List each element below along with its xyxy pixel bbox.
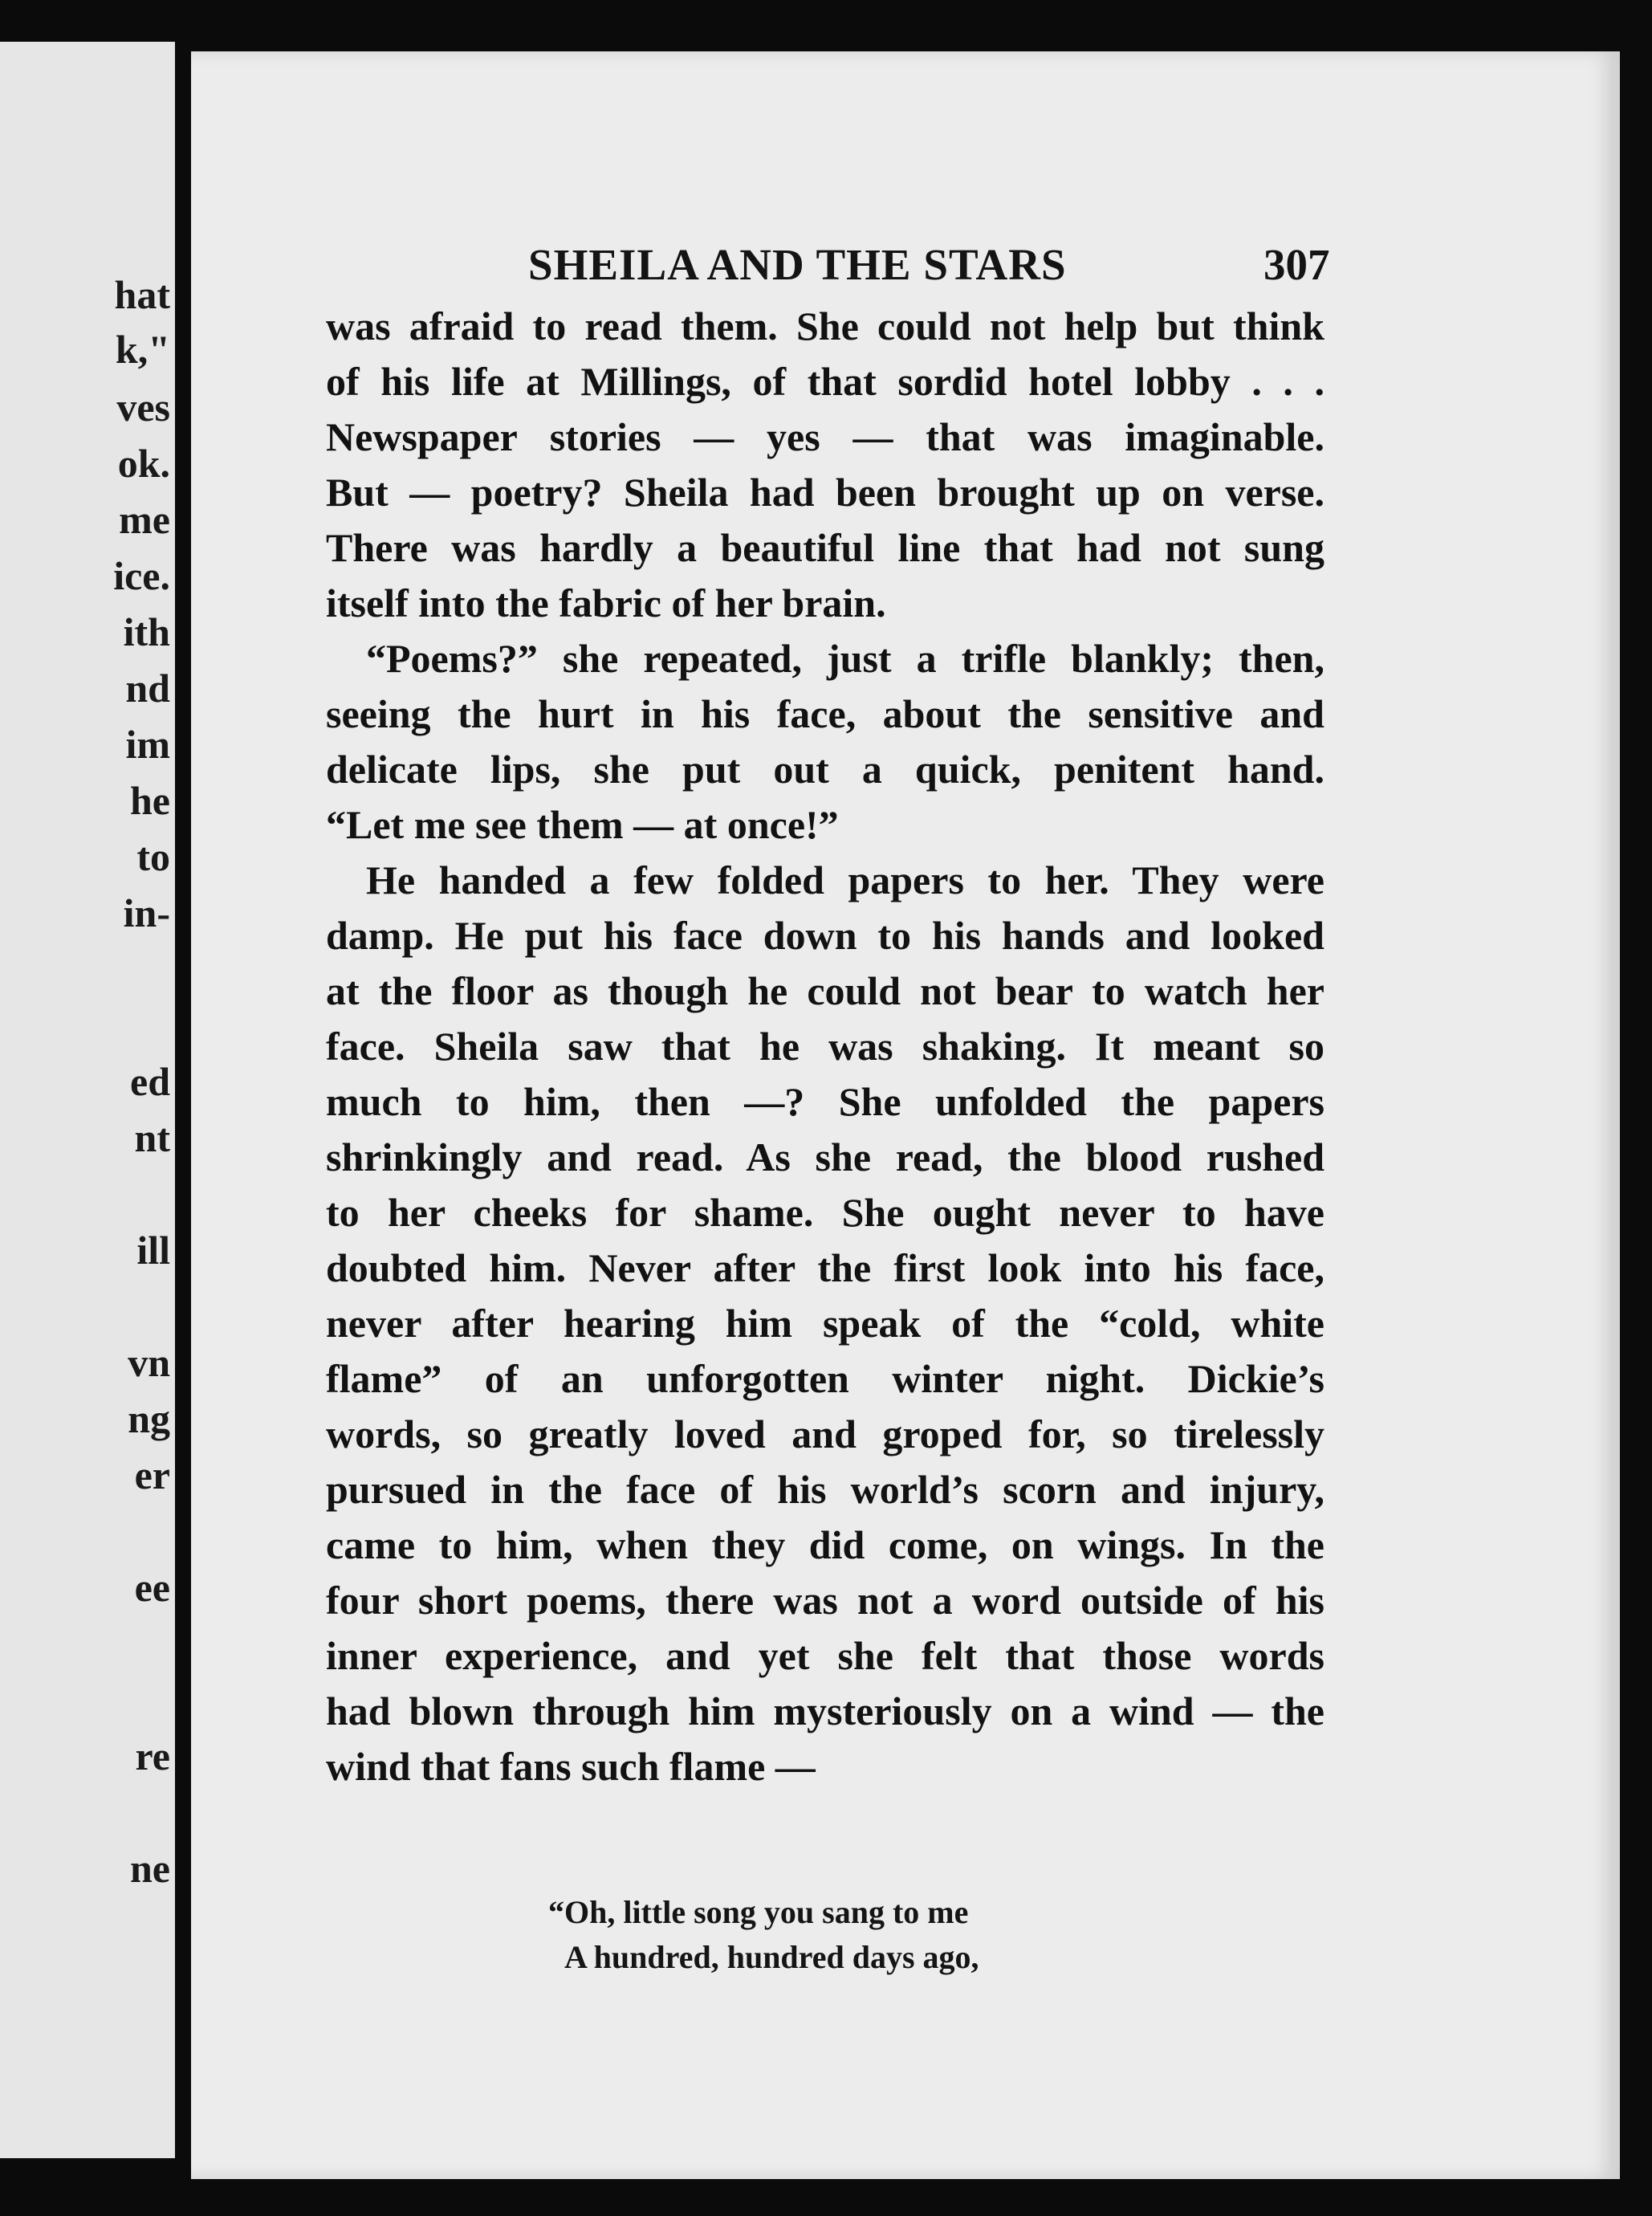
text-line: “Let me see them — at once!”: [326, 802, 839, 847]
text-line: had blown through him mysteriously on a wind — the: [326, 1688, 1324, 1733]
page-number: 307: [1263, 240, 1330, 289]
facing-page-fragment: ed: [130, 1059, 170, 1104]
text-line: shrinkingly and read. As she read, the blood rushed: [326, 1134, 1324, 1179]
facing-page-left: [0, 42, 175, 2158]
running-header: [191, 234, 1620, 295]
text-line: of his life at Millings, of that sordid hotel lobby . . .: [326, 359, 1324, 404]
facing-page-fragment: er: [134, 1452, 170, 1497]
text-line: There was hardly a beautiful line that had not sung: [326, 525, 1324, 570]
text-line: much to him, then —? She unfolded the papers: [326, 1079, 1324, 1124]
facing-page-fragment: ng: [128, 1396, 170, 1441]
verse-block: [548, 1890, 979, 1980]
text-line: Newspaper stories — yes — that was imaginable.: [326, 414, 1324, 459]
text-line: to her cheeks for shame. She ought never to have: [326, 1190, 1324, 1235]
book-page: [191, 51, 1620, 2179]
facing-page-fragment: he: [130, 778, 170, 823]
facing-page-fragment: vn: [128, 1340, 170, 1385]
facing-page-fragment: k,": [115, 327, 170, 372]
text-line: inner experience, and yet she felt that those words: [326, 1633, 1324, 1678]
text-line: never after hearing him speak of the “cold, white: [326, 1301, 1324, 1346]
text-line: damp. He put his face down to his hands and looked: [326, 913, 1324, 958]
facing-page-fragment: to: [136, 834, 170, 879]
text-line: face. Sheila saw that he was shaking. It meant so: [326, 1024, 1324, 1069]
facing-page-fragment: ith: [123, 609, 170, 654]
text-line: But — poetry? Sheila had been brought up on verse.: [326, 470, 1324, 515]
text-line: He handed a few folded papers to her. They were: [366, 857, 1324, 902]
facing-page-fragment: ee: [134, 1565, 170, 1610]
text-line: was afraid to read them. She could not help but think: [326, 303, 1324, 348]
facing-page-fragment: ves: [116, 385, 170, 430]
text-line: itself into the fabric of her brain.: [326, 580, 886, 625]
text-line: wind that fans such flame —: [326, 1744, 816, 1789]
text-line: “Poems?” she repeated, just a trifle blankly; then,: [366, 636, 1324, 681]
text-line: came to him, when they did come, on wings. In the: [326, 1522, 1324, 1567]
facing-page-fragment: ok.: [117, 441, 170, 486]
facing-page-fragment: ill: [136, 1228, 170, 1273]
verse-line: A hundred, hundred days ago,: [564, 1939, 979, 1975]
text-line: delicate lips, she put out a quick, penitent hand.: [326, 747, 1324, 792]
facing-page-fragment: re: [135, 1733, 170, 1778]
verse-line: “Oh, little song you sang to me: [548, 1894, 969, 1930]
facing-page-fragment: ne: [130, 1846, 170, 1891]
facing-page-fragment: nt: [134, 1115, 170, 1160]
facing-page-fragment: me: [119, 497, 170, 542]
text-line: pursued in the face of his world’s scorn and injury,: [326, 1467, 1324, 1512]
text-line: doubted him. Never after the first look into his face,: [326, 1245, 1324, 1290]
text-line: at the floor as though he could not bear to watch her: [326, 968, 1324, 1013]
text-line: flame” of an unforgotten winter night. Dickie’s: [326, 1356, 1324, 1401]
text-line: words, so greatly loved and groped for, so tirelessly: [326, 1411, 1324, 1456]
text-line: four short poems, there was not a word outside of his: [326, 1578, 1324, 1623]
facing-page-fragment: nd: [125, 666, 170, 711]
facing-page-fragment: hat: [114, 272, 170, 317]
running-title: SHEILA AND THE STARS: [528, 240, 1067, 289]
facing-page-fragment: ice.: [113, 553, 170, 598]
body-text: [326, 299, 1324, 1794]
text-line: seeing the hurt in his face, about the sensitive and: [326, 691, 1324, 736]
facing-page-fragment: im: [125, 722, 170, 767]
facing-page-fragment: in-: [123, 890, 170, 935]
